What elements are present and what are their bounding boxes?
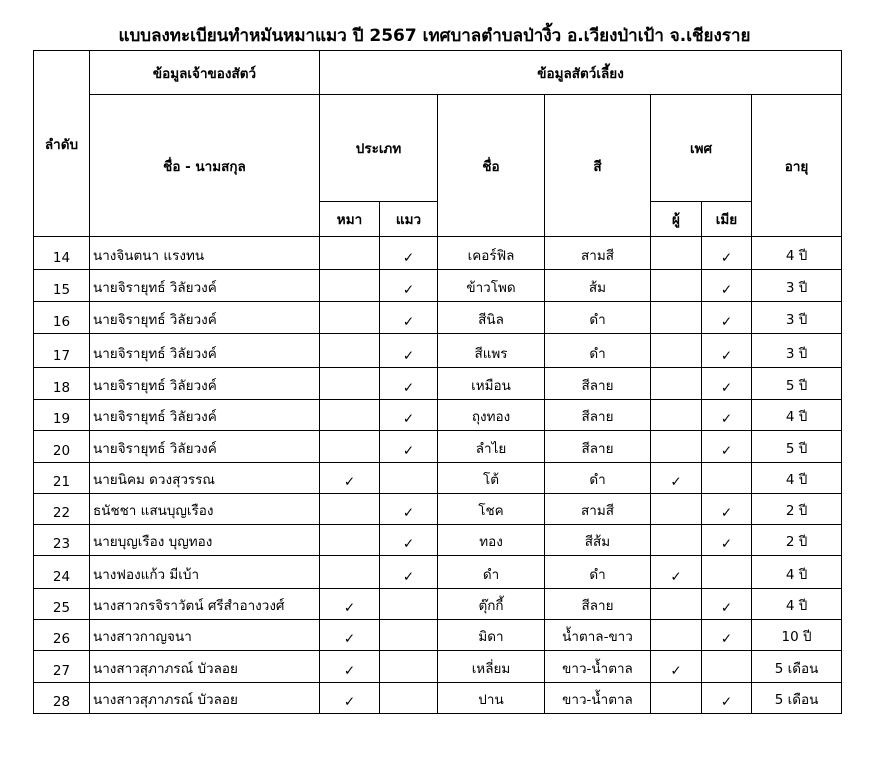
pet-color: สามสี	[545, 237, 651, 270]
pet-age: 3 ปี	[752, 302, 842, 334]
sex-male-check: ✓	[651, 556, 702, 589]
table-row	[34, 302, 842, 334]
header-color: สี	[545, 95, 651, 237]
type-cat-check: ✓	[380, 494, 438, 525]
row-number: 20	[34, 431, 90, 463]
table-row	[34, 400, 842, 431]
row-number: 21	[34, 463, 90, 494]
type-dog-check: ✓	[320, 651, 380, 683]
header-order: ลำดับ	[34, 51, 90, 237]
table-body	[34, 237, 842, 714]
pet-color: สีลาย	[545, 368, 651, 400]
pet-age: 5 ปี	[752, 431, 842, 463]
table-header	[34, 51, 842, 237]
registration-table	[33, 50, 842, 714]
pet-color: สีส้ม	[545, 525, 651, 556]
header-type: ประเภท	[320, 95, 438, 202]
type-dog-check	[320, 237, 380, 270]
table-row	[34, 431, 842, 463]
sex-male-check	[651, 368, 702, 400]
pet-color: น้ำตาล-ขาว	[545, 620, 651, 651]
pet-age: 2 ปี	[752, 494, 842, 525]
owner-name: นางสาวสุภาภรณ์ บัวลอย	[90, 651, 320, 683]
sex-male-check	[651, 302, 702, 334]
type-cat-check: ✓	[380, 525, 438, 556]
sex-female-check: ✓	[702, 334, 752, 368]
header-sex-male: ผู้	[651, 202, 702, 237]
sex-male-check	[651, 683, 702, 714]
sex-male-check	[651, 620, 702, 651]
pet-color: ขาว-น้ำตาล	[545, 683, 651, 714]
type-dog-check	[320, 400, 380, 431]
type-cat-check: ✓	[380, 237, 438, 270]
header-owner-name: ชื่อ - นามสกุล	[90, 95, 320, 237]
sex-male-check	[651, 589, 702, 620]
owner-name: ธนัชชา แสนบุญเรือง	[90, 494, 320, 525]
pet-name: ทอง	[438, 525, 545, 556]
sex-female-check: ✓	[702, 683, 752, 714]
owner-name: นายบุญเรือง บุญทอง	[90, 525, 320, 556]
row-number: 14	[34, 237, 90, 270]
type-dog-check	[320, 494, 380, 525]
pet-age: 5 เดือน	[752, 651, 842, 683]
owner-name: นายจิรายุทธ์ วิลัยวงค์	[90, 431, 320, 463]
row-number: 22	[34, 494, 90, 525]
owner-name: นางสาวกรจิราวัตน์ ศรีสำอางวงศ์	[90, 589, 320, 620]
type-cat-check: ✓	[380, 400, 438, 431]
type-dog-check	[320, 525, 380, 556]
table-row	[34, 334, 842, 368]
pet-name: ดำ	[438, 556, 545, 589]
sex-male-check	[651, 494, 702, 525]
sex-female-check: ✓	[702, 620, 752, 651]
pet-color: สีลาย	[545, 431, 651, 463]
pet-color: ดำ	[545, 334, 651, 368]
type-dog-check: ✓	[320, 683, 380, 714]
document-title: แบบลงทะเบียนทำหมันหมาแมว ปี 2567 เทศบาลตำบลป่างิ้ว อ.เวียงป่าเป้า จ.เชียงราย	[118, 26, 751, 46]
sex-female-check: ✓	[702, 494, 752, 525]
type-dog-check	[320, 302, 380, 334]
sex-female-check: ✓	[702, 270, 752, 302]
sex-male-check	[651, 400, 702, 431]
row-number: 18	[34, 368, 90, 400]
header-pet-name: ชื่อ	[438, 95, 545, 237]
pet-name: เหมือน	[438, 368, 545, 400]
header-pet-group: ข้อมูลสัตว์เลี้ยง	[320, 51, 842, 95]
table-row	[34, 620, 842, 651]
pet-name: โต้	[438, 463, 545, 494]
sex-male-check	[651, 431, 702, 463]
table-row	[34, 237, 842, 270]
owner-name: นางสาวกาญจนา	[90, 620, 320, 651]
type-dog-check: ✓	[320, 620, 380, 651]
type-cat-check	[380, 589, 438, 620]
sex-male-check	[651, 334, 702, 368]
pet-age: 4 ปี	[752, 400, 842, 431]
type-dog-check	[320, 556, 380, 589]
table-row	[34, 494, 842, 525]
pet-age: 10 ปี	[752, 620, 842, 651]
pet-color: สีลาย	[545, 400, 651, 431]
owner-name: นายจิรายุทธ์ วิลัยวงค์	[90, 400, 320, 431]
pet-name: มิดา	[438, 620, 545, 651]
sex-female-check: ✓	[702, 525, 752, 556]
sex-female-check: ✓	[702, 302, 752, 334]
pet-color: สามสี	[545, 494, 651, 525]
type-cat-check: ✓	[380, 556, 438, 589]
sex-male-check	[651, 270, 702, 302]
pet-name: สีนิล	[438, 302, 545, 334]
owner-name: นายจิรายุทธ์ วิลัยวงค์	[90, 334, 320, 368]
type-cat-check	[380, 651, 438, 683]
row-number: 28	[34, 683, 90, 714]
type-cat-check	[380, 620, 438, 651]
sex-female-check: ✓	[702, 589, 752, 620]
sex-female-check: ✓	[702, 431, 752, 463]
table-row	[34, 463, 842, 494]
pet-age: 4 ปี	[752, 463, 842, 494]
pet-age: 3 ปี	[752, 270, 842, 302]
type-dog-check: ✓	[320, 589, 380, 620]
pet-name: ลำไย	[438, 431, 545, 463]
row-number: 27	[34, 651, 90, 683]
row-number: 17	[34, 334, 90, 368]
table-row	[34, 368, 842, 400]
table-row	[34, 683, 842, 714]
pet-age: 5 เดือน	[752, 683, 842, 714]
row-number: 15	[34, 270, 90, 302]
type-cat-check	[380, 463, 438, 494]
type-cat-check	[380, 683, 438, 714]
pet-color: ส้ม	[545, 270, 651, 302]
pet-age: 4 ปี	[752, 556, 842, 589]
sex-female-check	[702, 556, 752, 589]
pet-name: สีแพร	[438, 334, 545, 368]
type-dog-check	[320, 431, 380, 463]
sex-male-check: ✓	[651, 463, 702, 494]
pet-color: ดำ	[545, 556, 651, 589]
pet-age: 3 ปี	[752, 334, 842, 368]
table-row	[34, 651, 842, 683]
owner-name: นายนิคม ดวงสุวรรณ	[90, 463, 320, 494]
type-dog-check	[320, 334, 380, 368]
pet-name: ข้าวโพด	[438, 270, 545, 302]
sex-female-check: ✓	[702, 237, 752, 270]
type-cat-check: ✓	[380, 302, 438, 334]
header-type-cat: แมว	[380, 202, 438, 237]
pet-color: ดำ	[545, 463, 651, 494]
row-number: 26	[34, 620, 90, 651]
owner-name: นายจิรายุทธ์ วิลัยวงค์	[90, 302, 320, 334]
table-row	[34, 556, 842, 589]
header-sex-female: เมีย	[702, 202, 752, 237]
owner-name: นายจิรายุทธ์ วิลัยวงค์	[90, 270, 320, 302]
sex-female-check	[702, 651, 752, 683]
pet-name: ถุงทอง	[438, 400, 545, 431]
sex-female-check	[702, 463, 752, 494]
pet-color: ขาว-น้ำตาล	[545, 651, 651, 683]
header-sex: เพศ	[651, 95, 752, 202]
type-dog-check	[320, 270, 380, 302]
pet-age: 4 ปี	[752, 237, 842, 270]
sex-female-check: ✓	[702, 368, 752, 400]
sex-male-check	[651, 525, 702, 556]
pet-name: ปาน	[438, 683, 545, 714]
pet-name: ตุ๊กกี้	[438, 589, 545, 620]
row-number: 19	[34, 400, 90, 431]
pet-name: เคอร์ฟิล	[438, 237, 545, 270]
type-dog-check: ✓	[320, 463, 380, 494]
pet-name: เหลี่ยม	[438, 651, 545, 683]
table-row	[34, 589, 842, 620]
type-cat-check: ✓	[380, 334, 438, 368]
type-cat-check: ✓	[380, 431, 438, 463]
type-dog-check	[320, 368, 380, 400]
pet-age: 2 ปี	[752, 525, 842, 556]
owner-name: นางสาวสุภาภรณ์ บัวลอย	[90, 683, 320, 714]
sex-female-check: ✓	[702, 400, 752, 431]
header-owner-group: ข้อมูลเจ้าของสัตว์	[90, 51, 320, 95]
table-row	[34, 525, 842, 556]
pet-color: สีลาย	[545, 589, 651, 620]
header-age: อายุ	[752, 95, 842, 237]
type-cat-check: ✓	[380, 270, 438, 302]
row-number: 16	[34, 302, 90, 334]
pet-age: 4 ปี	[752, 589, 842, 620]
pet-color: ดำ	[545, 302, 651, 334]
sex-male-check	[651, 237, 702, 270]
owner-name: นางจินตนา แรงทน	[90, 237, 320, 270]
owner-name: นางฟองแก้ว มีเบ้า	[90, 556, 320, 589]
row-number: 23	[34, 525, 90, 556]
table-row	[34, 270, 842, 302]
pet-age: 5 ปี	[752, 368, 842, 400]
row-number: 24	[34, 556, 90, 589]
sex-male-check: ✓	[651, 651, 702, 683]
owner-name: นายจิรายุทธ์ วิลัยวงค์	[90, 368, 320, 400]
pet-name: โชค	[438, 494, 545, 525]
header-type-dog: หมา	[320, 202, 380, 237]
row-number: 25	[34, 589, 90, 620]
type-cat-check: ✓	[380, 368, 438, 400]
